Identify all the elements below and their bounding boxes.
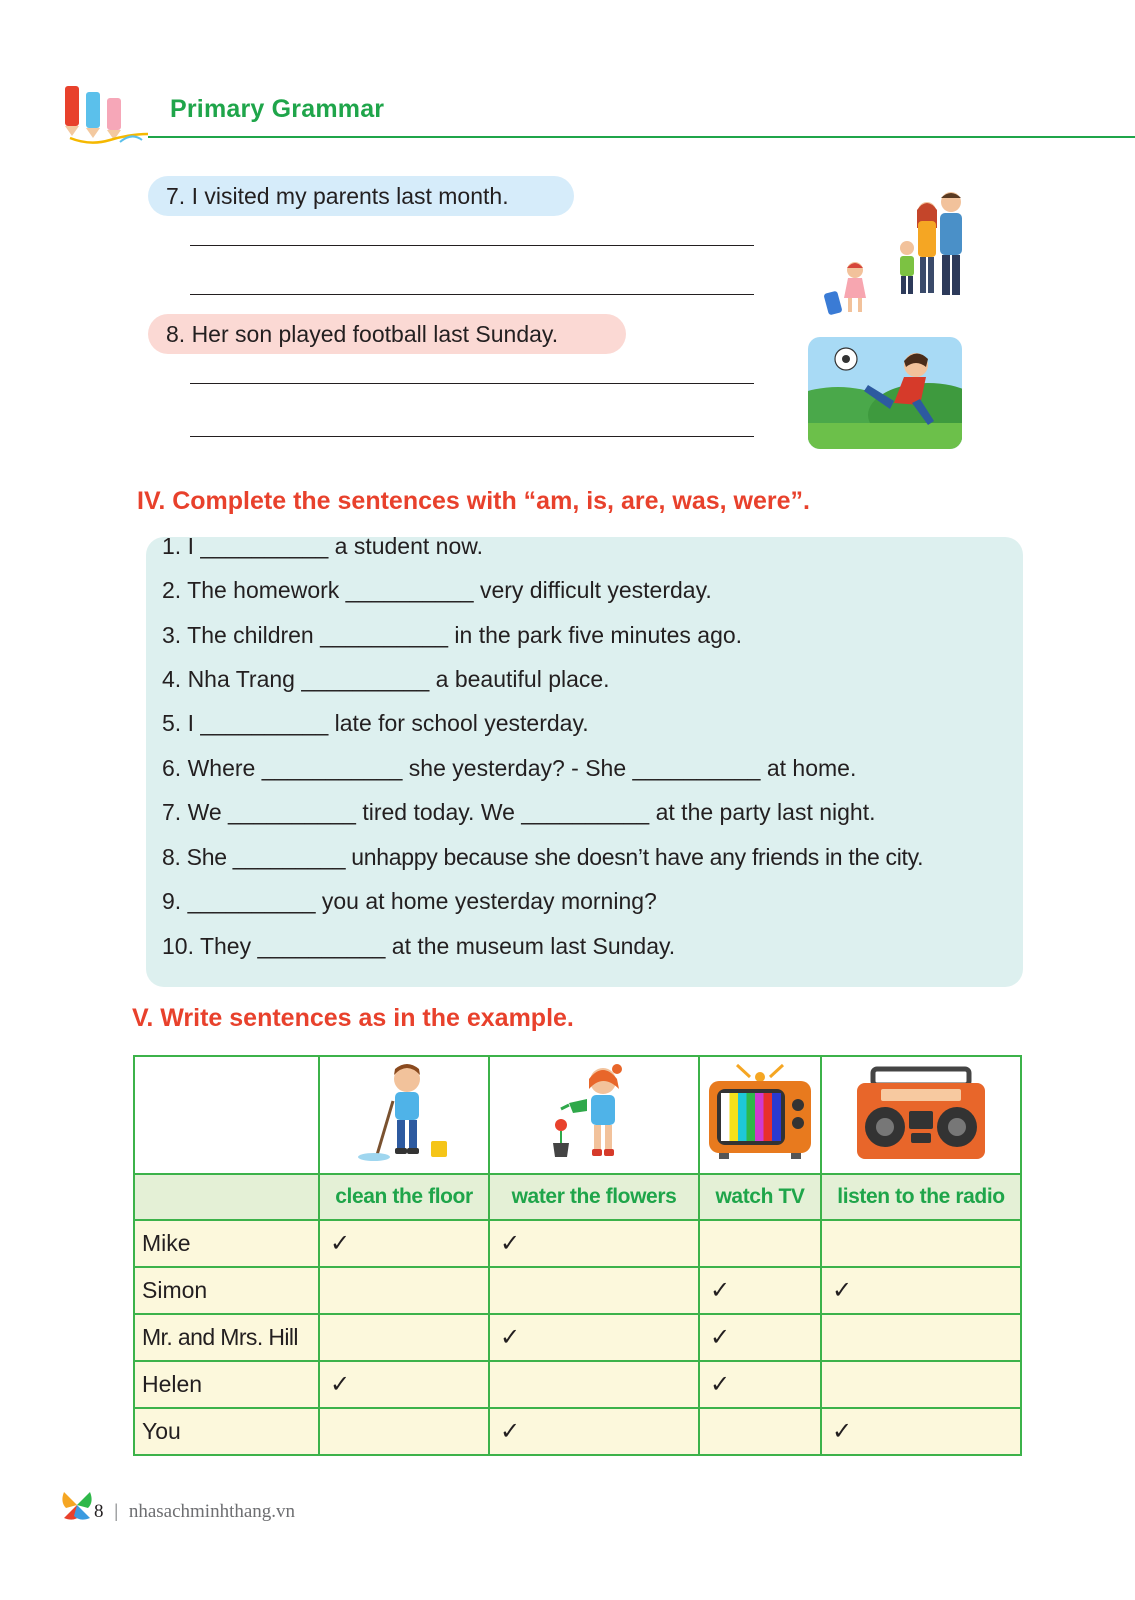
check-cell: [319, 1361, 489, 1408]
person-name: Mike: [134, 1220, 319, 1267]
check-cell: [821, 1314, 1021, 1361]
header-divider: [148, 136, 1135, 138]
publisher-logo-icon: [60, 1488, 94, 1522]
tv-image: [699, 1056, 821, 1174]
table-row: [134, 1361, 1021, 1408]
football-illustration: [808, 337, 962, 449]
activity-label: water the flowers: [489, 1174, 699, 1220]
question-4: 4. Nha Trang __________ a beautiful place.: [162, 666, 610, 692]
page-footer: [94, 1501, 295, 1523]
person-name: You: [134, 1408, 319, 1455]
activity-table: [133, 1055, 1022, 1456]
check-cell: [821, 1220, 1021, 1267]
table-row: [134, 1408, 1021, 1455]
empty-label-cell: [134, 1174, 319, 1220]
section-iv-heading: IV. Complete the sentences with “am, is, are, was, were”.: [137, 487, 810, 515]
person-name: Helen: [134, 1361, 319, 1408]
question-6: 6. Where ___________ she yesterday? - She __________ at home.: [162, 755, 857, 781]
person-name: Simon: [134, 1267, 319, 1314]
check-cell: [821, 1267, 1021, 1314]
check-cell: [319, 1314, 489, 1361]
check-cell: [489, 1361, 699, 1408]
answer-line[interactable]: [190, 245, 754, 246]
clean-floor-image: [319, 1056, 489, 1174]
check-cell: [489, 1220, 699, 1267]
check-icon: ✓: [710, 1371, 731, 1398]
question-3: 3. The children __________ in the park five minutes ago.: [162, 622, 743, 648]
footer-separator: |: [114, 1501, 119, 1522]
check-cell: [319, 1220, 489, 1267]
pencils-logo: [60, 80, 155, 150]
check-icon: ✓: [832, 1277, 853, 1304]
check-icon: ✓: [330, 1371, 351, 1398]
table-row: [134, 1220, 1021, 1267]
check-icon: ✓: [710, 1277, 731, 1304]
activity-label: clean the floor: [319, 1174, 489, 1220]
water-flowers-image: [489, 1056, 699, 1174]
check-icon: ✓: [500, 1418, 521, 1445]
check-cell: [489, 1408, 699, 1455]
check-cell: [319, 1408, 489, 1455]
section-v-heading: V. Write sentences as in the example.: [132, 1004, 574, 1032]
radio-image: [821, 1056, 1021, 1174]
answer-line[interactable]: [190, 436, 754, 437]
question-9: 9. __________ you at home yesterday morning?: [162, 888, 657, 914]
check-cell: [699, 1408, 821, 1455]
family-illustration: [820, 188, 980, 323]
table-row: [134, 1314, 1021, 1361]
table-row: [134, 1267, 1021, 1314]
question-8: 8. She _________ unhappy because she doesn’t have any friends in the city.: [162, 844, 924, 870]
check-cell: [319, 1267, 489, 1314]
check-cell: [821, 1361, 1021, 1408]
page-title: Primary Grammar: [170, 95, 385, 123]
check-cell: [489, 1314, 699, 1361]
check-cell: [821, 1408, 1021, 1455]
person-name: Mr. and Mrs. Hill: [134, 1314, 319, 1361]
check-icon: ✓: [500, 1324, 521, 1351]
check-cell: [489, 1267, 699, 1314]
publisher-website[interactable]: nhasachminhthang.vn: [128, 1501, 296, 1522]
sentence-8: 8. Her son played football last Sunday.: [148, 314, 626, 354]
question-7: 7. We __________ tired today. We __________ at the party last night.: [162, 799, 876, 825]
check-icon: ✓: [710, 1324, 731, 1351]
check-icon: ✓: [832, 1418, 853, 1445]
page-number: 8: [94, 1501, 104, 1522]
activity-label: listen to the radio: [821, 1174, 1021, 1220]
question-2: 2. The homework __________ very difficult yesterday.: [162, 577, 712, 603]
check-icon: ✓: [500, 1230, 521, 1257]
check-cell: [699, 1220, 821, 1267]
question-5: 5. I __________ late for school yesterday.: [162, 710, 589, 736]
check-cell: [699, 1314, 821, 1361]
question-1: 1. I __________ a student now.: [162, 533, 483, 559]
sentence-7: 7. I visited my parents last month.: [148, 176, 574, 216]
answer-line[interactable]: [190, 294, 754, 295]
check-cell: [699, 1361, 821, 1408]
check-icon: ✓: [330, 1230, 351, 1257]
activity-label: watch TV: [699, 1174, 821, 1220]
question-10: 10. They __________ at the museum last Sunday.: [162, 933, 676, 959]
answer-line[interactable]: [190, 383, 754, 384]
empty-corner-cell: [134, 1056, 319, 1174]
check-cell: [699, 1267, 821, 1314]
